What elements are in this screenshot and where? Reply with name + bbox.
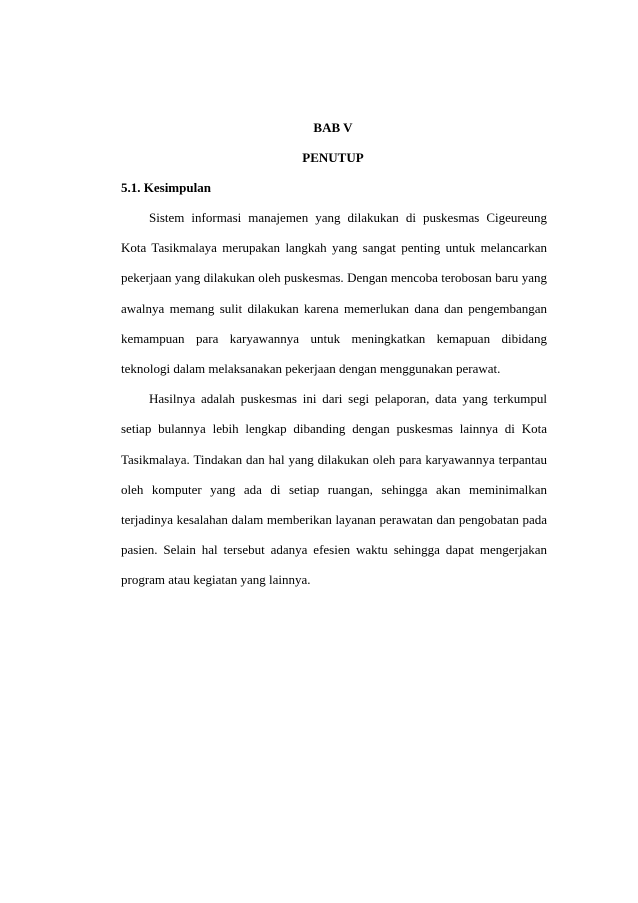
paragraph-2: Hasilnya adalah puskesmas ini dari segi pelaporan, data yang terkumpul setiap bulannya lebih lengkap dibanding dengan puskesmas lainnya di Kota Tasikmalaya. Tindakan dan hal yang dilakukan oleh para karyawannya terpantau oleh komputer yang ada di setiap ruangan, sehingga akan meminimalkan terjadinya kesalahan dalam memberikan layanan perawatan dan pengobatan pada pasien. Selain hal tersebut adanya efesien waktu sehingga dapat mengerjakan program atau kegiatan yang lainnya.	[121, 391, 547, 588]
section-heading: 5.1. Kesimpulan	[121, 180, 211, 195]
chapter-label: BAB V	[313, 120, 353, 135]
body-text	[121, 203, 547, 596]
paragraph-1: Sistem informasi manajemen yang dilakukan di puskesmas Cigeureung Kota Tasikmalaya merupakan langkah yang sangat penting untuk melancarkan pekerjaan yang dilakukan oleh puskesmas. Dengan mencoba terobosan baru yang awalnya memang sulit dilakukan karena memerlukan dana dan pengembangan kemampuan para karyawannya untuk meningkatkan kemapuan dibidang teknologi dalam melaksanakan pekerjaan dengan menggunakan perawat.	[121, 210, 547, 377]
chapter-title: PENUTUP	[302, 150, 364, 165]
